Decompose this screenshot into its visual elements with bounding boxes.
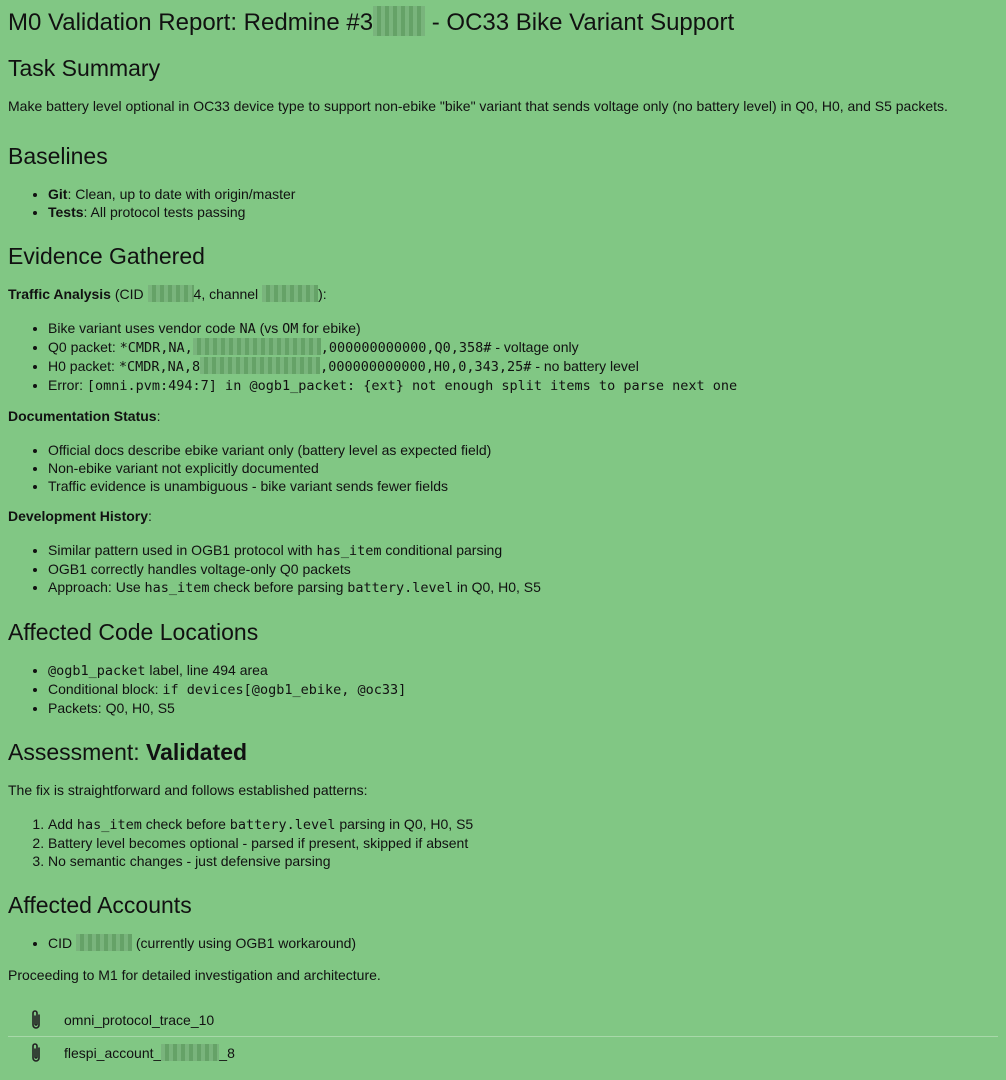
assessment-list (8, 815, 998, 870)
attachment-item[interactable] (8, 1004, 998, 1037)
paperclip-icon (26, 1040, 46, 1066)
affected-accounts-list (8, 934, 998, 952)
baselines-list (8, 185, 998, 221)
redacted-channel (262, 285, 318, 302)
affected-accounts-heading: Affected Accounts (8, 892, 192, 918)
traffic-analysis-label: Traffic Analysis (CID 4, channel ): (8, 286, 327, 302)
list-item: 1. Add has_item check before battery.level parsing in Q0, H0, S5 (48, 815, 998, 834)
list-item: • CID (currently using OGB1 workaround) (48, 934, 998, 952)
redacted-cid (148, 285, 194, 302)
list-item: • OGB1 correctly handles voltage-only Q0 packets (48, 560, 998, 578)
list-item: • Q0 packet: *CMDR,NA, ,000000000000,Q0,358# - voltage only (48, 338, 998, 357)
list-item: • Similar pattern used in OGB1 protocol with has_item conditional parsing (48, 541, 998, 560)
list-item: • Traffic evidence is unambiguous - bike variant sends fewer fields (48, 477, 998, 495)
evidence-heading: Evidence Gathered (8, 243, 205, 269)
list-item: 2. Battery level becomes optional - parsed if present, skipped if absent (48, 834, 998, 852)
redacted-device-id (193, 338, 321, 355)
documentation-status-label: Documentation Status: (8, 408, 161, 424)
attachment-item[interactable] (8, 1037, 998, 1069)
list-item: • Error: [omni.pvm:494:7] in @ogb1_packet: {ext} not enough split items to parse next one (48, 376, 998, 395)
list-item: • Bike variant uses vendor code NA (vs OM for ebike) (48, 319, 998, 338)
baseline-item-git: • Git: Clean, up to date with origin/master (48, 185, 998, 203)
list-item: • H0 packet: *CMDR,NA,8 ,000000000000,H0,0,343,25# - no battery level (48, 357, 998, 376)
traffic-analysis-list (8, 319, 998, 395)
list-item: • @ogb1_packet label, line 494 area (48, 661, 998, 680)
list-item: • Official docs describe ebike variant only (battery level as expected field) (48, 441, 998, 459)
redacted-device-id (200, 357, 320, 374)
affected-code-heading: Affected Code Locations (8, 619, 259, 645)
attachments-list (8, 1004, 998, 1069)
list-item: • Approach: Use has_item check before parsing battery.level in Q0, H0, S5 (48, 578, 998, 597)
baseline-item-tests: • Tests: All protocol tests passing (48, 203, 998, 221)
attachment-filename[interactable]: omni_protocol_trace_10 (64, 1012, 215, 1028)
redacted-account-id (161, 1044, 219, 1061)
list-item: • Packets: Q0, H0, S5 (48, 699, 998, 717)
redacted-cid (76, 934, 132, 951)
paperclip-icon (26, 1007, 46, 1033)
documentation-status-list (8, 441, 998, 495)
baselines-heading: Baselines (8, 143, 108, 169)
development-history-label: Development History: (8, 508, 152, 524)
development-history-list (8, 541, 998, 597)
closing-text: Proceeding to M1 for detailed investigation and architecture. (8, 967, 381, 983)
assessment-intro: The fix is straightforward and follows established patterns: (8, 782, 368, 798)
redacted-ticket-number (373, 6, 425, 36)
attachment-filename[interactable]: flespi_account_ _8 (64, 1045, 235, 1061)
list-item: • Conditional block: if devices[@ogb1_ebike, @oc33] (48, 680, 998, 699)
task-summary-heading: Task Summary (8, 55, 161, 81)
task-summary-text: Make battery level optional in OC33 device type to support non-ebike "bike" variant that sends voltage only (no battery level) in Q0, H0, and S5 packets. (8, 98, 948, 114)
assessment-heading: Assessment: Validated (8, 739, 248, 765)
page-title: M0 Validation Report: Redmine #3 - OC33 Bike Variant Support (8, 6, 998, 39)
affected-code-list (8, 661, 998, 717)
list-item: • Non-ebike variant not explicitly documented (48, 459, 998, 477)
list-item: 3. No semantic changes - just defensive parsing (48, 852, 998, 870)
